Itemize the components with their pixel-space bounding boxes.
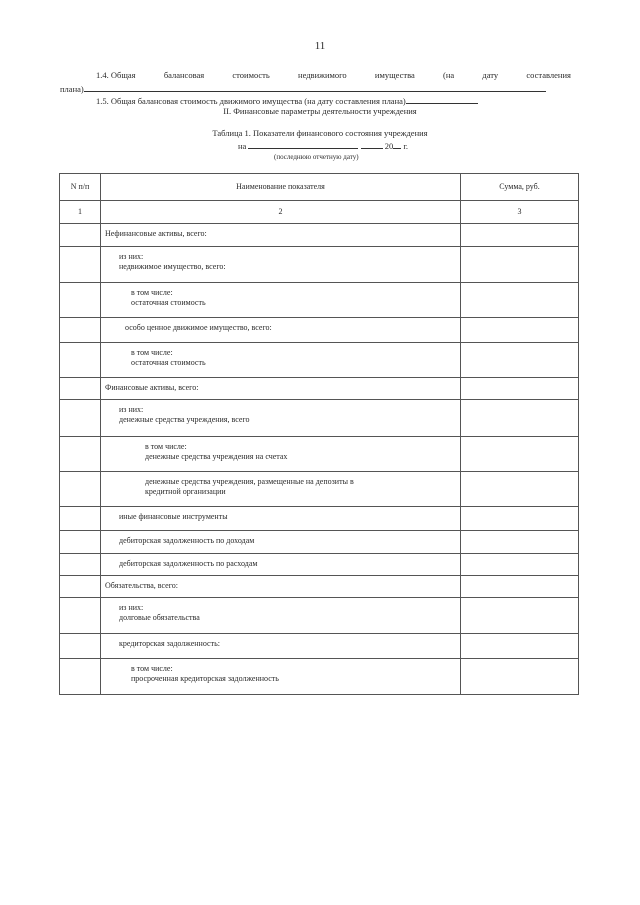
item-1-4-word: балансовая xyxy=(163,70,205,80)
row-number-cell xyxy=(60,576,101,598)
col-number-3: 3 xyxy=(461,201,579,224)
table-row xyxy=(60,531,579,554)
item-1-4-word: 1.4. Общая xyxy=(96,70,136,80)
row-indicator-cell xyxy=(101,400,461,437)
row-sum-cell[interactable] xyxy=(461,224,579,247)
col-number-1: 1 xyxy=(60,201,101,224)
table-row xyxy=(60,247,579,283)
row-number-cell xyxy=(60,318,101,343)
indicator-line: долговые обязательства xyxy=(119,613,200,622)
date-blank-year xyxy=(393,140,401,149)
indicator-line: остаточная стоимость xyxy=(131,358,206,367)
row-number-cell xyxy=(60,343,101,378)
row-sum-cell[interactable] xyxy=(461,554,579,576)
indicator-line: в том числе: xyxy=(145,442,187,451)
indicator-name xyxy=(101,437,460,462)
row-sum-cell[interactable] xyxy=(461,378,579,400)
date-prefix: на xyxy=(238,141,247,151)
table-row xyxy=(60,576,579,598)
row-sum-cell[interactable] xyxy=(461,400,579,437)
indicator-name xyxy=(101,378,460,393)
indicator-line: остаточная стоимость xyxy=(131,298,206,307)
indicator-name xyxy=(101,318,460,333)
item-1-4-word: (на xyxy=(443,70,455,80)
row-number-cell xyxy=(60,507,101,531)
table-row xyxy=(60,634,579,659)
indicator-line: дебиторская задолженность по расходам xyxy=(119,559,258,568)
row-number-cell xyxy=(60,634,101,659)
date-year: 20 xyxy=(384,141,394,151)
table-row xyxy=(60,507,579,531)
indicator-line: денежные средства учреждения, размещенные на депозиты в xyxy=(145,477,354,486)
row-number-cell xyxy=(60,554,101,576)
indicator-line: из них: xyxy=(119,252,144,261)
row-indicator-cell xyxy=(101,507,461,531)
row-sum-cell[interactable] xyxy=(461,283,579,318)
row-sum-cell[interactable] xyxy=(461,343,579,378)
date-suffix: г. xyxy=(403,141,408,151)
indicator-line: денежные средства учреждения на счетах xyxy=(145,452,288,461)
item-1-4-word: имущества xyxy=(374,70,415,80)
row-indicator-cell xyxy=(101,531,461,554)
indicator-line: просроченная кредиторская задолженность xyxy=(131,674,279,683)
table-row xyxy=(60,598,579,634)
page-number: 11 xyxy=(314,40,326,52)
item-1-4-word: недвижимого xyxy=(298,70,347,80)
row-indicator-cell xyxy=(101,283,461,318)
indicator-name xyxy=(101,554,460,569)
item-1-4-word: дату xyxy=(482,70,499,80)
indicator-line: из них: xyxy=(119,603,144,612)
item-1-5-text: 1.5. Общая балансовая стоимость движимого имущества (на дату составления плана) xyxy=(96,96,406,106)
blank-field xyxy=(84,83,546,92)
item-1-4-line xyxy=(96,70,571,80)
row-indicator-cell xyxy=(101,378,461,400)
row-sum-cell[interactable] xyxy=(461,247,579,283)
table-row xyxy=(60,659,579,695)
indicator-line: Обязательства, всего: xyxy=(105,581,179,590)
indicator-line: из них: xyxy=(119,405,144,414)
indicator-line: кредиторская задолженность: xyxy=(119,639,220,648)
item-1-4-word: стоимость xyxy=(232,70,270,80)
indicator-name xyxy=(101,531,460,546)
date-blank-day xyxy=(248,140,358,149)
row-indicator-cell xyxy=(101,437,461,472)
indicator-line: особо ценное движимое имущество, всего: xyxy=(125,323,272,332)
indicator-line: в том числе: xyxy=(131,288,173,297)
table-title: Таблица 1. Показатели финансового состояния учреждения xyxy=(212,128,428,138)
item-1-4-continuation xyxy=(60,83,546,94)
table-row xyxy=(60,472,579,507)
table-row xyxy=(60,400,579,437)
row-sum-cell[interactable] xyxy=(461,507,579,531)
row-indicator-cell xyxy=(101,659,461,695)
row-number-cell xyxy=(60,400,101,437)
row-number-cell xyxy=(60,472,101,507)
indicator-name xyxy=(101,224,460,239)
section-heading: II. Финансовые параметры деятельности учреждения xyxy=(223,106,417,116)
row-indicator-cell xyxy=(101,343,461,378)
header-sum: Сумма, руб. xyxy=(461,174,579,201)
table-header-row xyxy=(60,174,579,201)
row-sum-cell[interactable] xyxy=(461,576,579,598)
row-number-cell xyxy=(60,283,101,318)
indicator-line: Нефинансовые активы, всего: xyxy=(105,229,207,238)
row-sum-cell[interactable] xyxy=(461,634,579,659)
col-number-2: 2 xyxy=(101,201,461,224)
indicator-name xyxy=(101,283,460,308)
indicator-name xyxy=(101,576,460,591)
item-1-4-word: составления xyxy=(526,70,571,80)
indicator-line: иные финансовые инструменты xyxy=(119,512,228,521)
row-indicator-cell xyxy=(101,634,461,659)
row-number-cell xyxy=(60,378,101,400)
row-number-cell xyxy=(60,247,101,283)
row-sum-cell[interactable] xyxy=(461,472,579,507)
row-sum-cell[interactable] xyxy=(461,437,579,472)
indicator-name xyxy=(101,343,460,368)
row-indicator-cell xyxy=(101,598,461,634)
table-row xyxy=(60,378,579,400)
table-date-note: (последнюю отчетную дату) xyxy=(274,153,359,161)
row-number-cell xyxy=(60,531,101,554)
row-indicator-cell xyxy=(101,472,461,507)
indicator-name xyxy=(101,659,460,684)
table-row xyxy=(60,437,579,472)
indicator-name xyxy=(101,247,460,272)
indicator-name xyxy=(101,507,460,522)
row-number-cell xyxy=(60,659,101,695)
blank-field xyxy=(406,95,478,104)
indicator-line: в том числе: xyxy=(131,664,173,673)
item-1-4-cont-text: плана) xyxy=(60,84,84,94)
indicator-line: кредитной организации xyxy=(145,487,226,496)
indicator-line: Финансовые активы, всего: xyxy=(105,383,199,392)
row-sum-cell[interactable] xyxy=(461,659,579,695)
row-sum-cell[interactable] xyxy=(461,531,579,554)
row-indicator-cell xyxy=(101,554,461,576)
date-blank-month xyxy=(361,140,383,149)
table-row xyxy=(60,224,579,247)
table-column-numbers-row xyxy=(60,201,579,224)
indicator-name xyxy=(101,400,460,425)
indicator-line: денежные средства учреждения, всего xyxy=(119,415,250,424)
table-date-line xyxy=(238,140,408,151)
table-row xyxy=(60,283,579,318)
table-row xyxy=(60,343,579,378)
indicator-line: в том числе: xyxy=(131,348,173,357)
row-sum-cell[interactable] xyxy=(461,598,579,634)
header-number: N п/п xyxy=(60,174,101,201)
item-1-5-line xyxy=(96,95,478,106)
financial-indicators-table xyxy=(59,173,579,695)
row-number-cell xyxy=(60,598,101,634)
row-indicator-cell xyxy=(101,224,461,247)
row-indicator-cell xyxy=(101,318,461,343)
indicator-line: недвижимое имущество, всего: xyxy=(119,262,226,271)
row-indicator-cell xyxy=(101,576,461,598)
row-number-cell xyxy=(60,437,101,472)
row-sum-cell[interactable] xyxy=(461,318,579,343)
indicator-name xyxy=(101,634,460,649)
indicator-line: дебиторская задолженность по доходам xyxy=(119,536,255,545)
row-indicator-cell xyxy=(101,247,461,283)
indicator-name xyxy=(101,598,460,623)
indicator-name xyxy=(101,472,460,497)
row-number-cell xyxy=(60,224,101,247)
table-row xyxy=(60,318,579,343)
header-indicator-name: Наименование показателя xyxy=(101,174,461,201)
table-row xyxy=(60,554,579,576)
